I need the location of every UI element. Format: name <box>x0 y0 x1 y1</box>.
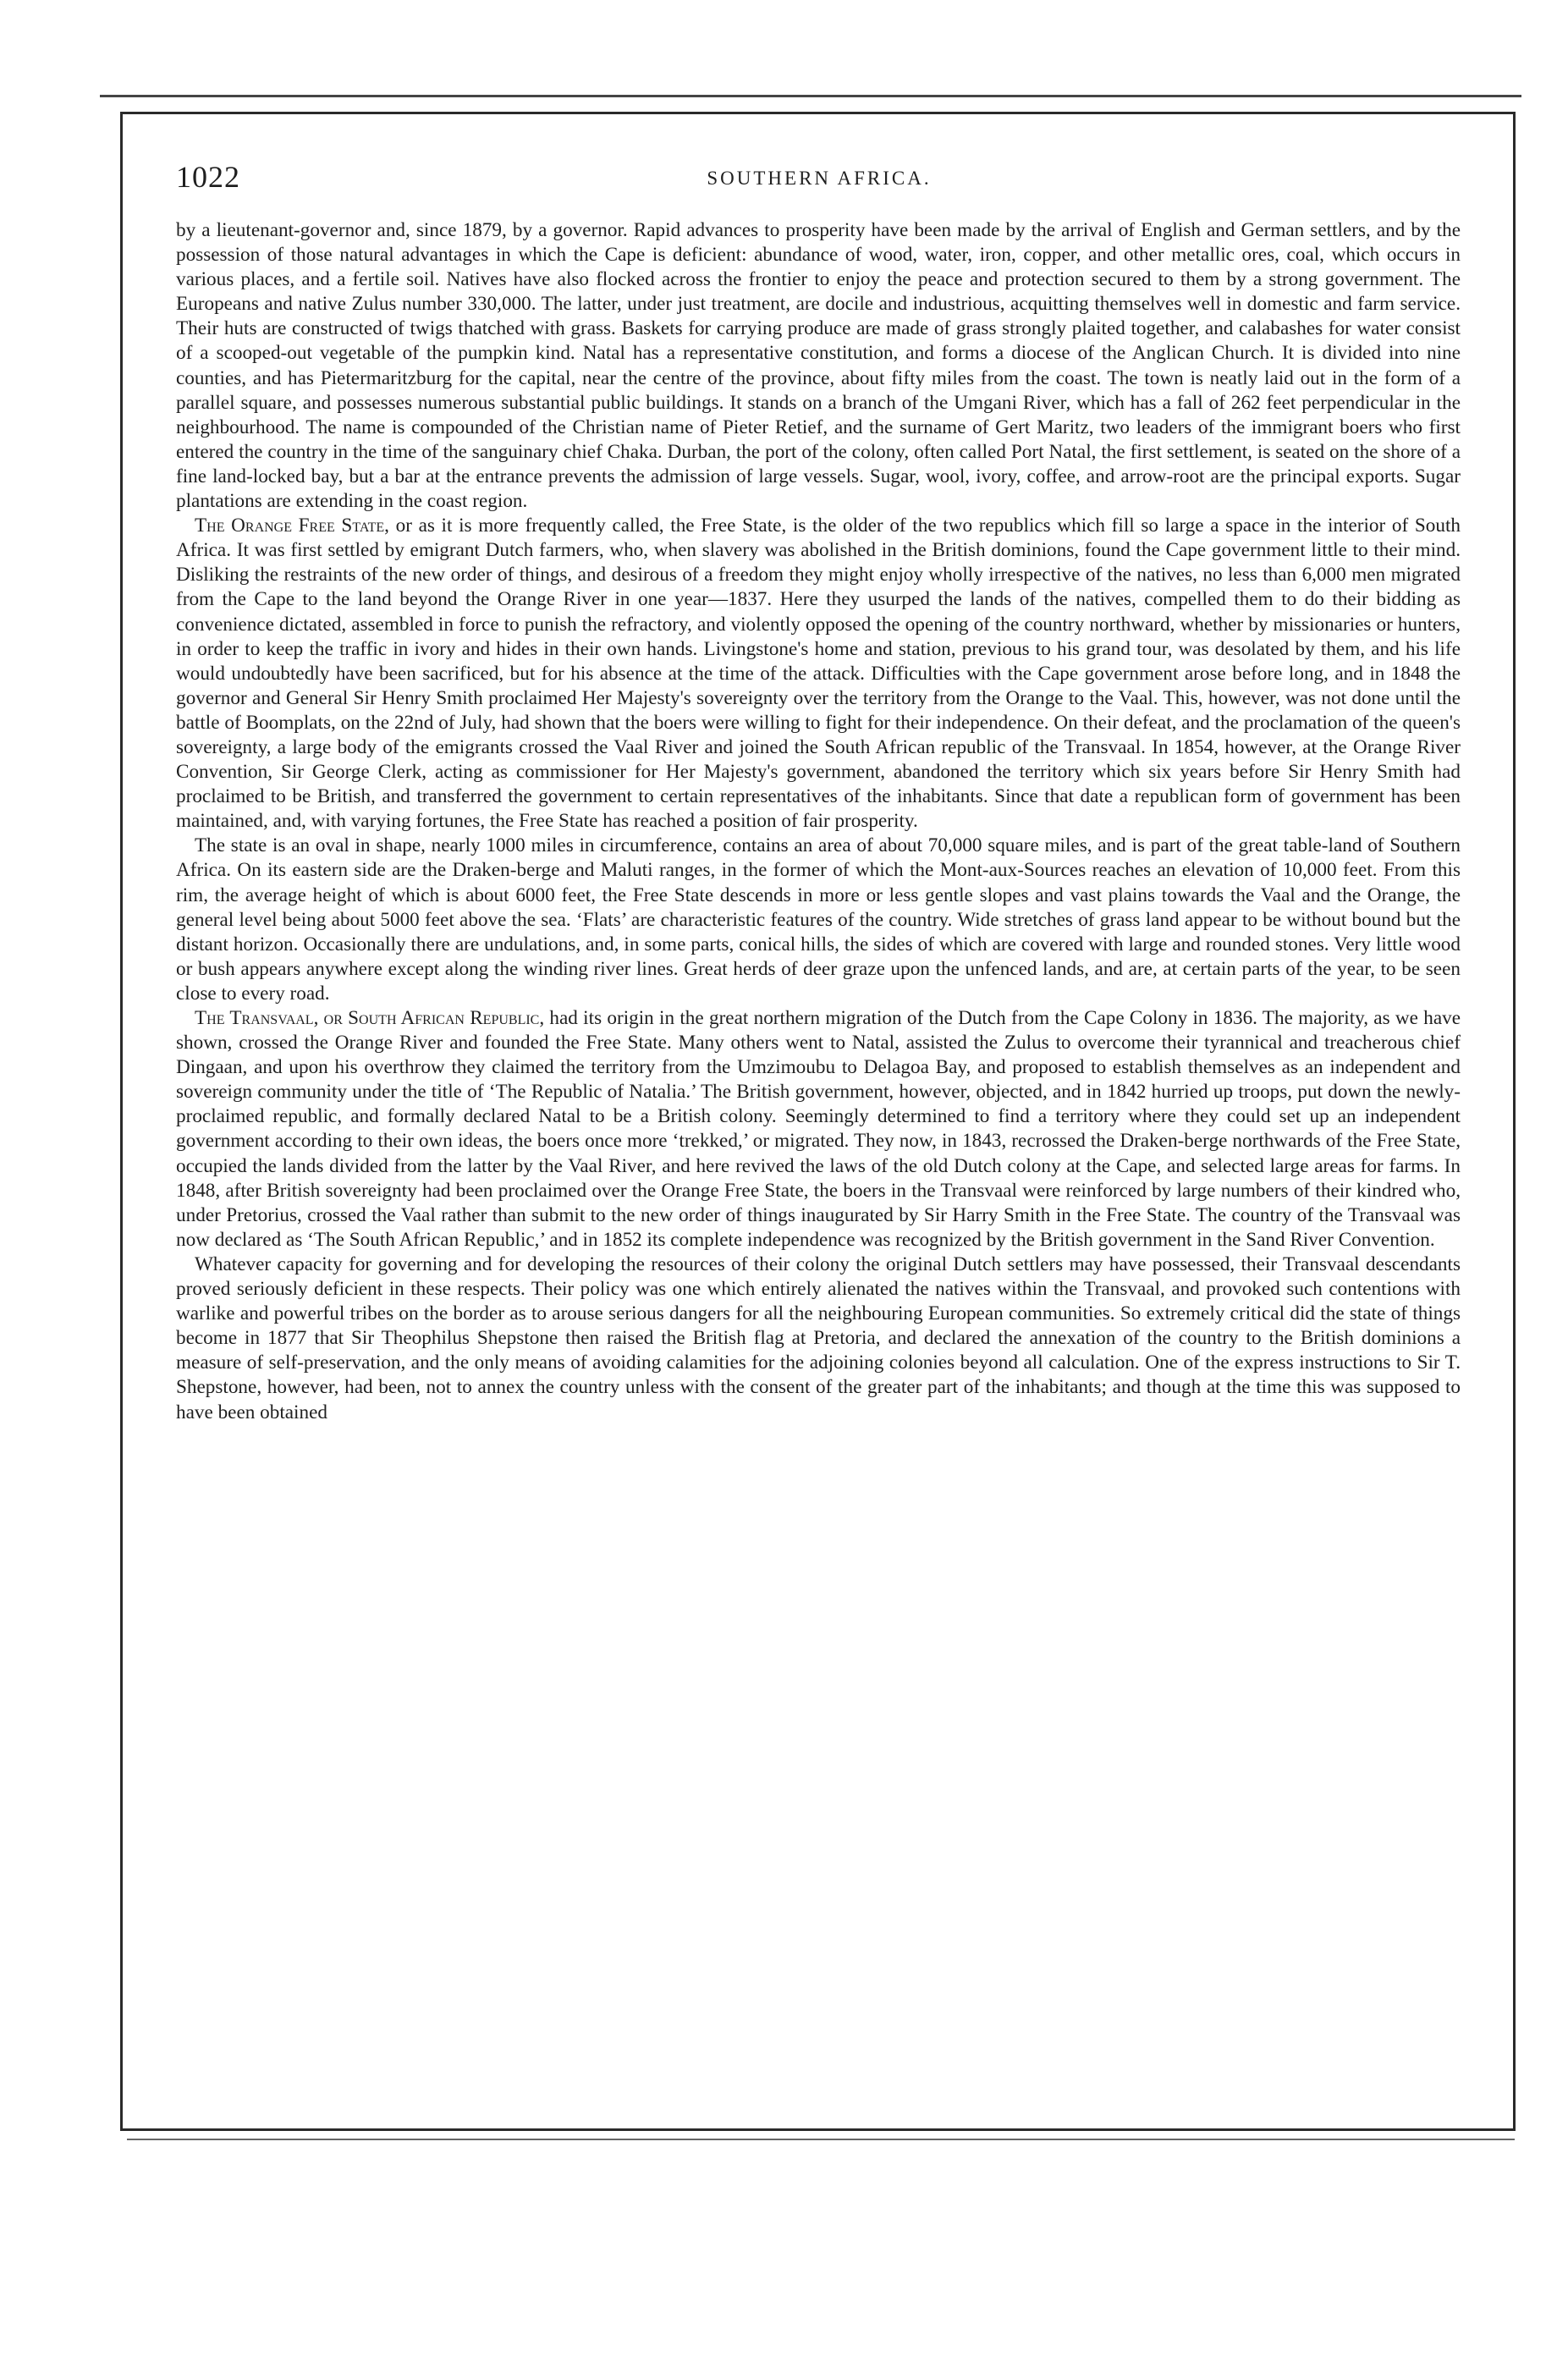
paragraph-free-state-geography <box>176 834 1461 1006</box>
body-text <box>176 218 1461 1425</box>
paragraph-text: or as it is more frequently called, the Free State, is the older of the two republics which fill so large a space in the interior of South Africa. It was first settled by emigrant Dutch farmers, who, when slavery was abolished in the British dominions, found the Cape government little to their mind. Disliking the restraints of the new order of things, and desirous of a freedom they might enjoy wholly irrespective of the natives, no less than 6,000 men migrated from the Cape to the land beyond the Orange River in one year—1837. Here they usurped the lands of the natives, compelled them to do their bidding as convenience dictated, assembled in force to punish the refractory, and violently opposed the opening of the country northward, whether by missionaries or hunters, in order to keep the traffic in ivory and hides in their own hands. Livingstone's home and station, previous to his grand tour, was desolated by them, and his life would undoubtedly have been sacrificed, but for his absence at the time of the attack. Difficulties with the Cape government arose before long, and in 1848 the governor and General Sir Henry Smith proclaimed Her Majesty's sovereignty over the territory from the Orange to the Vaal. This, however, was not done until the battle of Boomplats, on the 22nd of July, had shown that the boers were willing to fight for their independence. On their defeat, and the proclamation of the queen's sovereignty, a large body of the emigrants crossed the Vaal River and joined the South African republic of the Transvaal. In 1854, however, at the Orange River Convention, Sir George Clerk, acting as commissioner for Her Majesty's government, abandoned the territory which six years before Sir Henry Smith had proclaimed to be British, and transferred the government to certain representatives of the inhabitants. Since that date a republican form of government has been maintained, and, with varying fortunes, the Free State has reached a position of fair prosperity. <box>176 515 1461 833</box>
page-header <box>176 159 1462 201</box>
paragraph-text: had its origin in the great northern migration of the Dutch from the Cape Colony in 1836. The majority, as we have shown, crossed the Orange River and founded the Free State. Many others went to Natal, assisted the Zulus to overcome their tyrannical and treacherous chief Dingaan, and upon his overthrow they claimed the territory from the Umzimoubu to Delagoa Bay, and proposed to establish themselves as an independent and sovereign community under the title of ‘The Republic of Natalia.’ The British government, however, objected, and in 1842 hurried up troops, put down the newly-proclaimed republic, and formally declared Natal to be a British colony. Seemingly determined to find a territory where they could set up an independent government according to their own ideas, the boers once more ‘trekked,’ or migrated. They now, in 1843, recrossed the Draken-berge northwards of the Free State, occupied the lands divided from the latter by the Vaal River, and here revived the laws of the old Dutch colony at the Cape, and selected large areas for farms. In 1848, after British sovereignty had been proclaimed over the Orange Free State, the boers in the Transvaal were reinforced by large numbers of their kindred who, under Pretorius, crossed the Vaal rather than submit to the new order of things inaugurated by Sir Harry Smith in the Free State. The country of the Transvaal was now declared as ‘The South African Republic,’ and in 1852 its complete independence was recognized by the British government in the Sand River Convention. <box>176 1007 1461 1251</box>
section-lead: The Orange Free State, <box>195 515 389 537</box>
section-lead: The Transvaal, or South African Republic, <box>195 1007 545 1029</box>
bottom-rule <box>127 2139 1515 2140</box>
paragraph-orange-free-state <box>176 514 1461 834</box>
running-title: SOUTHERN AFRICA. <box>707 168 932 189</box>
paragraph-text: by a lieutenant-governor and, since 1879, by a governor. Rapid advances to prosperity have been made by the arrival of English and German settlers, and by the possession of those natural advantages in which the Cape is deficient: abundance of wood, water, iron, copper, and other metallic ores, coal, which occurs in various places, and a fertile soil. Natives have also flocked across the frontier to enjoy the peace and protection secured to them by a strong government. The Europeans and native Zulus number 330,000. The latter, under just treatment, are docile and industrious, acquitting themselves well in domestic and farm service. Their huts are constructed of twigs thatched with grass. Baskets for carrying produce are made of grass strongly plaited together, and calabashes for water consist of a scooped-out vegetable of the pumpkin kind. Natal has a representative constitution, and forms a diocese of the Anglican Church. It is divided into nine counties, and has Pietermaritzburg for the capital, near the centre of the province, about fifty miles from the coast. The town is neatly laid out in the form of a parallel square, and possesses numerous substantial public buildings. It stands on a branch of the Umgani River, which has a fall of 262 feet perpendicular in the neighbourhood. The name is compounded of the Christian name of Pieter Retief, and the surname of Gert Maritz, two leaders of the immigrant boers who first entered the country in the time of the sanguinary chief Chaka. Durban, the port of the colony, often called Port Natal, the first settlement, is seated on the shore of a fine land-locked bay, but a bar at the entrance prevents the admission of large vessels. Sugar, wool, ivory, coffee, and arrow-root are the principal exports. Sugar plantations are extending in the coast region. <box>176 219 1461 513</box>
page-number: 1022 <box>176 160 240 194</box>
paragraph-natal <box>176 218 1461 514</box>
top-rule <box>100 95 1521 97</box>
paragraph-transvaal <box>176 1006 1461 1253</box>
paragraph-text: Whatever capacity for governing and for developing the resources of their colony the original Dutch settlers may have possessed, their Transvaal descendants proved seriously deficient in these respects. Their policy was one which entirely alienated the natives within the Transvaal, and provoked such contentions with warlike and powerful tribes on the border as to arouse serious dangers for all the neighbouring European communities. So extremely critical did the state of things become in 1877 that Sir Theophilus Shepstone then raised the British flag at Pretoria, and declared the annexation of the country to the British dominions a measure of self-preservation, and the only means of avoiding calamities for the adjoining colonies beyond all calculation. One of the express instructions to Sir T. Shepstone, however, had been, not to annex the country unless with the consent of the greater part of the inhabitants; and though at the time this was supposed to have been obtained <box>176 1253 1461 1423</box>
paragraph-transvaal-annexation <box>176 1253 1461 1425</box>
paragraph-text: The state is an oval in shape, nearly 1000 miles in circumference, contains an area of about 70,000 square miles, and is part of the great table-land of Southern Africa. On its eastern side are the Draken-berge and Maluti ranges, in the former of which the Mont-aux-Sources reaches an elevation of 10,000 feet. From this rim, the average height of which is about 6000 feet, the Free State descends in more or less gentle slopes and vast plains towards the Vaal and the Orange, the general level being about 5000 feet above the sea. ‘Flats’ are characteristic features of the country. Wide stretches of grass land appear to be without bound but the distant horizon. Occasionally there are undulations, and, in some parts, conical hills, the sides of which are covered with large and rounded stones. Very little wood or bush appears anywhere except along the winding river lines. Great herds of deer graze upon the unfenced lands, and are, at certain parts of the year, to be seen close to every road. <box>176 834 1461 1005</box>
